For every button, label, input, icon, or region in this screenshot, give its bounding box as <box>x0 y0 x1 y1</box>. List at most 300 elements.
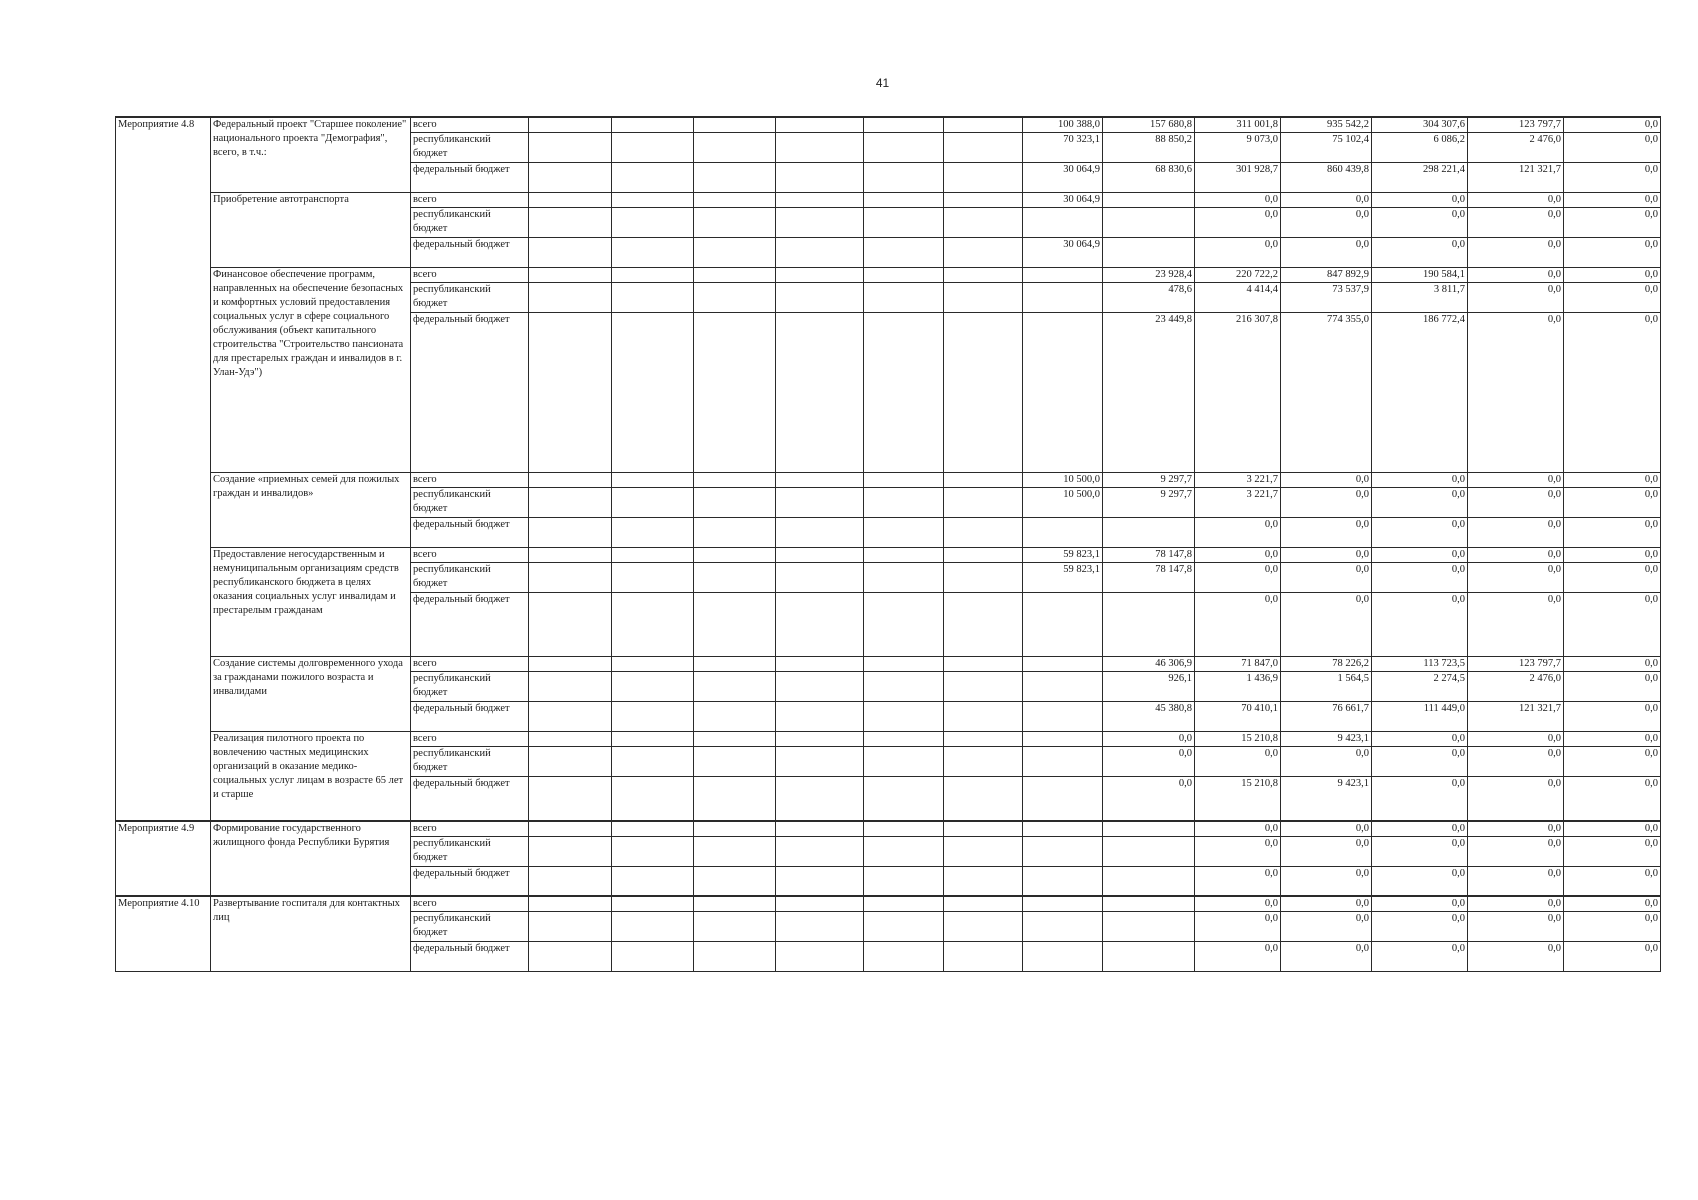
value-cell <box>694 238 776 268</box>
value-cell: 0,0 <box>1468 821 1564 837</box>
value-cell: 847 892,9 <box>1281 268 1372 283</box>
value-cell <box>612 208 694 238</box>
value-cell <box>1103 821 1195 837</box>
value-cell: 9 423,1 <box>1281 777 1372 821</box>
value-cell: 0,0 <box>1468 777 1564 821</box>
value-cell: 0,0 <box>1468 518 1564 548</box>
value-cell <box>529 193 612 208</box>
value-cell: 304 307,6 <box>1372 117 1468 133</box>
funding-source: всего <box>411 117 529 133</box>
value-cell: 70 323,1 <box>1023 133 1103 163</box>
value-cell: 4 414,4 <box>1195 283 1281 313</box>
value-cell: 121 321,7 <box>1468 163 1564 193</box>
value-cell: 0,0 <box>1195 912 1281 942</box>
value-cell <box>864 268 944 283</box>
value-cell: 9 423,1 <box>1281 732 1372 747</box>
value-cell: 9 073,0 <box>1195 133 1281 163</box>
value-cell: 0,0 <box>1372 238 1468 268</box>
value-cell <box>694 942 776 972</box>
value-cell <box>612 672 694 702</box>
value-cell <box>944 193 1023 208</box>
value-cell <box>944 473 1023 488</box>
value-cell <box>864 836 944 866</box>
value-cell: 15 210,8 <box>1195 777 1281 821</box>
value-cell: 311 001,8 <box>1195 117 1281 133</box>
value-cell <box>864 942 944 972</box>
funding-source: федеральный бюджет <box>411 518 529 548</box>
value-cell <box>529 283 612 313</box>
value-cell <box>776 942 864 972</box>
value-cell: 0,0 <box>1372 473 1468 488</box>
funding-source: федеральный бюджет <box>411 702 529 732</box>
funding-source: республиканский бюджет <box>411 672 529 702</box>
value-cell <box>864 866 944 896</box>
value-cell <box>944 747 1023 777</box>
value-cell <box>776 912 864 942</box>
value-cell: 0,0 <box>1281 836 1372 866</box>
value-cell <box>612 866 694 896</box>
value-cell <box>612 163 694 193</box>
value-cell <box>944 518 1023 548</box>
value-cell <box>864 133 944 163</box>
value-cell: 0,0 <box>1195 548 1281 563</box>
value-cell <box>529 208 612 238</box>
value-cell <box>529 563 612 593</box>
value-cell <box>776 657 864 672</box>
value-cell <box>776 117 864 133</box>
value-cell: 0,0 <box>1372 912 1468 942</box>
value-cell: 935 542,2 <box>1281 117 1372 133</box>
value-cell: 30 064,9 <box>1023 163 1103 193</box>
value-cell: 0,0 <box>1195 942 1281 972</box>
value-cell: 100 388,0 <box>1023 117 1103 133</box>
value-cell <box>694 747 776 777</box>
value-cell: 0,0 <box>1372 593 1468 657</box>
value-cell: 0,0 <box>1372 821 1468 837</box>
value-cell <box>529 133 612 163</box>
value-cell <box>864 732 944 747</box>
value-cell <box>776 268 864 283</box>
value-cell <box>776 193 864 208</box>
value-cell: 0,0 <box>1468 912 1564 942</box>
value-cell <box>864 238 944 268</box>
value-cell <box>776 563 864 593</box>
value-cell: 0,0 <box>1195 518 1281 548</box>
page-number: 41 <box>875 76 890 90</box>
value-cell: 0,0 <box>1564 208 1661 238</box>
value-cell: 9 297,7 <box>1103 473 1195 488</box>
value-cell: 10 500,0 <box>1023 488 1103 518</box>
value-cell <box>612 593 694 657</box>
value-cell <box>612 563 694 593</box>
value-cell <box>529 473 612 488</box>
value-cell: 0,0 <box>1372 777 1468 821</box>
value-cell <box>776 866 864 896</box>
value-cell <box>944 777 1023 821</box>
value-cell <box>694 283 776 313</box>
value-cell <box>776 488 864 518</box>
value-cell <box>944 133 1023 163</box>
item-name: Развертывание госпиталя для контактных лиц <box>211 896 411 972</box>
funding-source: всего <box>411 548 529 563</box>
value-cell <box>612 313 694 473</box>
value-cell <box>864 488 944 518</box>
value-cell: 0,0 <box>1564 283 1661 313</box>
value-cell: 0,0 <box>1564 732 1661 747</box>
table-row <box>116 117 1661 133</box>
value-cell: 59 823,1 <box>1023 563 1103 593</box>
value-cell: 0,0 <box>1468 313 1564 473</box>
value-cell <box>529 836 612 866</box>
value-cell <box>1103 208 1195 238</box>
value-cell <box>1103 942 1195 972</box>
value-cell: 0,0 <box>1468 747 1564 777</box>
value-cell <box>944 866 1023 896</box>
value-cell <box>612 473 694 488</box>
value-cell: 0,0 <box>1281 238 1372 268</box>
value-cell <box>694 912 776 942</box>
value-cell: 0,0 <box>1468 896 1564 912</box>
funding-source: всего <box>411 657 529 672</box>
value-cell: 123 797,7 <box>1468 117 1564 133</box>
value-cell: 0,0 <box>1195 896 1281 912</box>
value-cell <box>944 563 1023 593</box>
value-cell: 0,0 <box>1103 777 1195 821</box>
value-cell: 0,0 <box>1468 193 1564 208</box>
value-cell: 0,0 <box>1468 268 1564 283</box>
funding-source: всего <box>411 193 529 208</box>
value-cell <box>864 777 944 821</box>
value-cell: 0,0 <box>1468 732 1564 747</box>
value-cell <box>529 912 612 942</box>
value-cell: 76 661,7 <box>1281 702 1372 732</box>
value-cell <box>944 548 1023 563</box>
value-cell <box>1023 777 1103 821</box>
value-cell <box>529 313 612 473</box>
value-cell <box>612 193 694 208</box>
value-cell <box>944 912 1023 942</box>
funding-source: республиканский бюджет <box>411 283 529 313</box>
item-name: Реализация пилотного проекта по вовлечению частных медицинских организаций в оказание медико-социальных услуг лицам в возрасте 65 лет и старше <box>211 732 411 821</box>
value-cell: 0,0 <box>1564 836 1661 866</box>
table-row <box>116 473 1661 488</box>
value-cell <box>612 942 694 972</box>
value-cell: 0,0 <box>1564 912 1661 942</box>
value-cell: 0,0 <box>1468 238 1564 268</box>
value-cell <box>1023 313 1103 473</box>
value-cell <box>612 133 694 163</box>
value-cell <box>864 313 944 473</box>
value-cell <box>694 821 776 837</box>
value-cell <box>944 163 1023 193</box>
value-cell: 0,0 <box>1564 866 1661 896</box>
value-cell: 0,0 <box>1564 548 1661 563</box>
value-cell: 88 850,2 <box>1103 133 1195 163</box>
value-cell: 0,0 <box>1564 702 1661 732</box>
value-cell <box>612 238 694 268</box>
value-cell <box>529 268 612 283</box>
value-cell: 0,0 <box>1281 866 1372 896</box>
value-cell: 0,0 <box>1564 563 1661 593</box>
value-cell <box>612 836 694 866</box>
value-cell <box>694 732 776 747</box>
value-cell: 0,0 <box>1564 193 1661 208</box>
value-cell <box>944 593 1023 657</box>
value-cell <box>1023 208 1103 238</box>
value-cell <box>529 702 612 732</box>
value-cell <box>864 912 944 942</box>
value-cell <box>944 313 1023 473</box>
value-cell <box>1023 657 1103 672</box>
value-cell: 0,0 <box>1281 473 1372 488</box>
value-cell <box>776 732 864 747</box>
value-cell: 9 297,7 <box>1103 488 1195 518</box>
value-cell <box>694 313 776 473</box>
value-cell: 0,0 <box>1468 548 1564 563</box>
value-cell <box>529 747 612 777</box>
value-cell <box>944 657 1023 672</box>
value-cell <box>612 657 694 672</box>
value-cell <box>864 283 944 313</box>
value-cell <box>776 747 864 777</box>
funding-source: республиканский бюджет <box>411 208 529 238</box>
table-row <box>116 268 1661 283</box>
value-cell <box>944 896 1023 912</box>
value-cell <box>1023 518 1103 548</box>
value-cell <box>864 548 944 563</box>
value-cell <box>944 117 1023 133</box>
value-cell: 15 210,8 <box>1195 732 1281 747</box>
value-cell: 0,0 <box>1372 193 1468 208</box>
item-name: Формирование государственного жилищного фонда Республики Бурятия <box>211 821 411 897</box>
value-cell: 6 086,2 <box>1372 133 1468 163</box>
value-cell: 0,0 <box>1468 488 1564 518</box>
value-cell <box>612 747 694 777</box>
value-cell <box>944 702 1023 732</box>
value-cell <box>944 836 1023 866</box>
value-cell: 0,0 <box>1195 821 1281 837</box>
value-cell <box>776 821 864 837</box>
funding-source: федеральный бюджет <box>411 163 529 193</box>
value-cell <box>529 518 612 548</box>
value-cell: 0,0 <box>1195 563 1281 593</box>
value-cell <box>694 836 776 866</box>
funding-source: республиканский бюджет <box>411 836 529 866</box>
value-cell: 0,0 <box>1281 821 1372 837</box>
item-name: Создание «приемных семей для пожилых граждан и инвалидов» <box>211 473 411 548</box>
funding-source: федеральный бюджет <box>411 777 529 821</box>
value-cell: 0,0 <box>1564 747 1661 777</box>
value-cell <box>776 473 864 488</box>
value-cell <box>529 163 612 193</box>
funding-source: всего <box>411 896 529 912</box>
value-cell <box>864 747 944 777</box>
table-row <box>116 548 1661 563</box>
funding-source: федеральный бюджет <box>411 313 529 473</box>
item-name: Приобретение автотранспорта <box>211 193 411 268</box>
funding-source: республиканский бюджет <box>411 488 529 518</box>
value-cell <box>1023 747 1103 777</box>
value-cell: 30 064,9 <box>1023 238 1103 268</box>
value-cell <box>612 283 694 313</box>
value-cell <box>612 821 694 837</box>
value-cell: 0,0 <box>1281 518 1372 548</box>
value-cell <box>776 836 864 866</box>
value-cell <box>776 672 864 702</box>
value-cell: 78 147,8 <box>1103 563 1195 593</box>
table-row <box>116 732 1661 747</box>
value-cell: 0,0 <box>1468 473 1564 488</box>
value-cell: 0,0 <box>1372 866 1468 896</box>
value-cell: 68 830,6 <box>1103 163 1195 193</box>
value-cell: 2 274,5 <box>1372 672 1468 702</box>
value-cell: 0,0 <box>1281 193 1372 208</box>
value-cell <box>944 672 1023 702</box>
value-cell: 0,0 <box>1195 238 1281 268</box>
funding-source: всего <box>411 473 529 488</box>
funding-source: республиканский бюджет <box>411 133 529 163</box>
value-cell: 23 928,4 <box>1103 268 1195 283</box>
value-cell: 3 221,7 <box>1195 488 1281 518</box>
value-cell: 478,6 <box>1103 283 1195 313</box>
table-row <box>116 896 1661 912</box>
value-cell <box>864 117 944 133</box>
value-cell <box>529 777 612 821</box>
value-cell <box>529 732 612 747</box>
value-cell <box>694 702 776 732</box>
value-cell: 10 500,0 <box>1023 473 1103 488</box>
value-cell <box>1023 866 1103 896</box>
value-cell: 774 355,0 <box>1281 313 1372 473</box>
value-cell <box>694 117 776 133</box>
table-row <box>116 657 1661 672</box>
value-cell <box>864 702 944 732</box>
activity-code: Мероприятие 4.10 <box>116 896 211 972</box>
funding-source: федеральный бюджет <box>411 942 529 972</box>
value-cell: 0,0 <box>1564 896 1661 912</box>
value-cell <box>1023 942 1103 972</box>
table-body <box>116 117 1661 972</box>
value-cell <box>864 208 944 238</box>
value-cell <box>776 518 864 548</box>
value-cell: 0,0 <box>1372 747 1468 777</box>
value-cell: 0,0 <box>1281 747 1372 777</box>
value-cell: 0,0 <box>1564 657 1661 672</box>
table-row <box>116 193 1661 208</box>
value-cell: 0,0 <box>1281 548 1372 563</box>
value-cell: 0,0 <box>1564 117 1661 133</box>
value-cell: 2 476,0 <box>1468 672 1564 702</box>
value-cell <box>612 268 694 283</box>
value-cell <box>694 563 776 593</box>
funding-source: федеральный бюджет <box>411 593 529 657</box>
value-cell <box>864 563 944 593</box>
value-cell <box>1023 672 1103 702</box>
value-cell <box>612 777 694 821</box>
value-cell: 0,0 <box>1468 208 1564 238</box>
value-cell <box>694 896 776 912</box>
value-cell: 113 723,5 <box>1372 657 1468 672</box>
value-cell <box>612 896 694 912</box>
value-cell: 0,0 <box>1281 912 1372 942</box>
value-cell: 0,0 <box>1372 548 1468 563</box>
value-cell <box>529 593 612 657</box>
value-cell: 1 564,5 <box>1281 672 1372 702</box>
value-cell <box>944 732 1023 747</box>
value-cell <box>612 488 694 518</box>
value-cell: 3 811,7 <box>1372 283 1468 313</box>
value-cell: 0,0 <box>1281 488 1372 518</box>
value-cell <box>1023 912 1103 942</box>
value-cell <box>776 548 864 563</box>
value-cell: 59 823,1 <box>1023 548 1103 563</box>
value-cell <box>944 488 1023 518</box>
item-name: Создание системы долговременного ухода за гражданами пожилого возраста и инвалидами <box>211 657 411 732</box>
value-cell: 0,0 <box>1564 942 1661 972</box>
value-cell <box>864 896 944 912</box>
value-cell <box>694 518 776 548</box>
value-cell <box>1023 732 1103 747</box>
value-cell <box>1023 896 1103 912</box>
value-cell <box>529 896 612 912</box>
value-cell <box>776 593 864 657</box>
value-cell <box>694 657 776 672</box>
value-cell <box>612 518 694 548</box>
value-cell <box>694 777 776 821</box>
value-cell <box>694 548 776 563</box>
value-cell: 0,0 <box>1372 942 1468 972</box>
value-cell: 926,1 <box>1103 672 1195 702</box>
funding-source: федеральный бюджет <box>411 238 529 268</box>
value-cell <box>1103 593 1195 657</box>
value-cell <box>776 896 864 912</box>
value-cell: 0,0 <box>1195 866 1281 896</box>
value-cell <box>864 473 944 488</box>
value-cell: 0,0 <box>1564 821 1661 837</box>
value-cell: 78 147,8 <box>1103 548 1195 563</box>
value-cell: 0,0 <box>1281 896 1372 912</box>
value-cell: 73 537,9 <box>1281 283 1372 313</box>
value-cell <box>694 672 776 702</box>
value-cell: 186 772,4 <box>1372 313 1468 473</box>
item-name: Финансовое обеспечение программ, направленных на обеспечение безопасных и комфортных условий предоставления социальных услуг в сфере социального обслуживания (объект капитального строительства "Строительство пансионата для престарелых граждан и инвалидов в г. Улан-Удэ") <box>211 268 411 473</box>
value-cell: 0,0 <box>1372 896 1468 912</box>
value-cell: 45 380,8 <box>1103 702 1195 732</box>
value-cell <box>1023 593 1103 657</box>
value-cell: 0,0 <box>1281 593 1372 657</box>
value-cell <box>694 488 776 518</box>
value-cell: 0,0 <box>1564 313 1661 473</box>
value-cell <box>529 866 612 896</box>
value-cell <box>864 821 944 837</box>
value-cell: 0,0 <box>1564 777 1661 821</box>
value-cell: 157 680,8 <box>1103 117 1195 133</box>
budget-table <box>115 116 1661 972</box>
value-cell: 0,0 <box>1564 473 1661 488</box>
value-cell <box>864 518 944 548</box>
value-cell: 3 221,7 <box>1195 473 1281 488</box>
value-cell <box>1023 821 1103 837</box>
value-cell: 0,0 <box>1564 268 1661 283</box>
value-cell <box>612 117 694 133</box>
value-cell: 0,0 <box>1468 866 1564 896</box>
funding-source: федеральный бюджет <box>411 866 529 896</box>
value-cell: 0,0 <box>1281 942 1372 972</box>
item-name: Предоставление негосударственным и немуниципальным организациям средств республиканского бюджета в целях оказания социальных услуг инвалидам и престарелым гражданам <box>211 548 411 657</box>
value-cell: 0,0 <box>1468 593 1564 657</box>
value-cell: 0,0 <box>1103 747 1195 777</box>
value-cell: 0,0 <box>1281 208 1372 238</box>
